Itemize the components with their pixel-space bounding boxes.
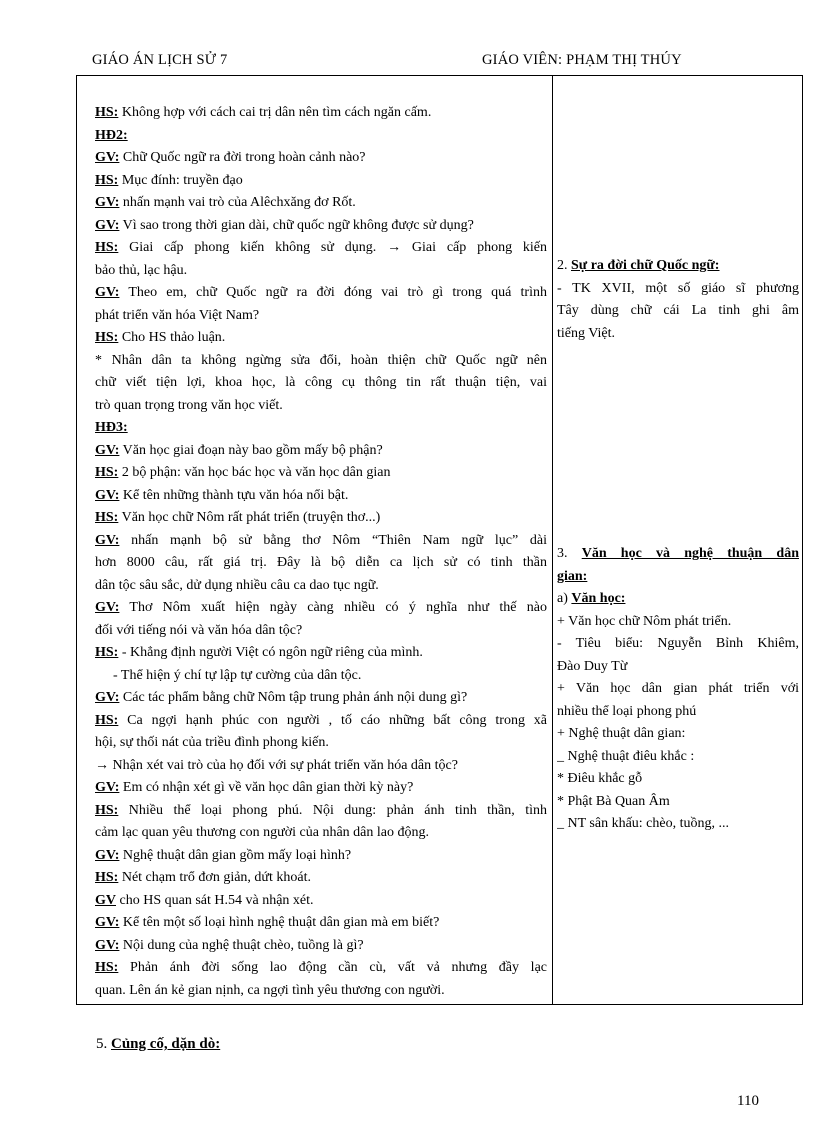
line-text: Theo em, chữ Quốc ngữ ra đời đóng vai trò gì trong quá trình [119,285,547,300]
line-text: Em có nhận xét gì về văn học dân gian thời kỳ này? [119,780,414,795]
text-line [557,701,799,724]
line-text: Đào Duy Từ [557,658,628,674]
column-divider [552,76,553,1004]
speaker-label: HS: [95,330,119,345]
header-teacher: GIÁO VIÊN: PHẠM THỊ THÚY [482,52,682,68]
text-line [95,462,547,485]
text-line [557,588,799,611]
text-line [95,237,547,260]
page-number: 110 [737,1093,759,1109]
speaker-label: GV: [95,600,120,615]
line-text: Thơ Nôm xuất hiện ngày càng nhiều có ý nghĩa như thế nào [119,600,547,615]
text-line [95,102,547,125]
text-line [557,768,799,791]
speaker-label: HS: [95,510,119,525]
item-number: 2. [557,258,571,273]
text-line [95,822,547,845]
text-line [95,597,547,620]
text-line [95,552,547,575]
speaker-label: HS: [95,105,119,120]
text-line [557,543,799,566]
line-text: nhiều thể loại phong phú [557,703,697,719]
line-text: Giai cấp phong kiến không sử dụng. → Giai cấp phong kiến [118,240,547,255]
text-line [95,732,547,755]
line-text: + Văn học chữ Nôm phát triển. [557,613,732,629]
text-line [95,372,547,395]
line-text: phát triển văn hóa Việt Nam? [95,307,260,323]
line-text: hơn 8000 câu, rất giá trị. Đây là bộ diễn ca lịch sử có tinh thần [95,555,547,570]
line-text: - TK XVII, một số giáo sĩ phương [557,280,799,296]
text-line [95,665,547,688]
speaker-label: Sự ra đời chữ Quốc ngữ: [571,258,720,273]
text-line [95,260,547,283]
line-text: nhấn mạnh vai trò của Alêchxăng đơ Rốt. [119,195,356,210]
text-line [95,305,547,328]
section-number: 5. [96,1036,111,1052]
line-text: Chữ Quốc ngữ ra đời trong hoàn cảnh nào? [119,150,366,165]
speaker-label: GV: [95,915,120,930]
text-line [95,215,547,238]
line-text: hội, sự thối nát của triều đình phong kiến. [95,735,329,750]
text-line [95,575,547,598]
text-line [557,746,799,769]
text-line [557,791,799,814]
text-line [557,723,799,746]
text-line [95,980,547,1003]
speaker-label: HS: [95,960,119,975]
text-line [95,147,547,170]
line-text: quan. Lên án kẻ gian nịnh, ca ngợi tình yêu thương con người. [95,982,445,998]
line-text: * Nhân dân ta không ngừng sửa đổi, hoàn thiện chữ Quốc ngữ nên [95,352,547,368]
line-text: cảm lạc quan yêu thương con người của nhân dân lao động. [95,825,429,840]
line-text: Vì sao trong thời gian dài, chữ quốc ngữ không được sử dụng? [119,217,474,233]
line-text: Không hợp với cách cai trị dân nên tìm cách ngăn cấm. [118,105,432,120]
content-column-block-2 [557,543,799,836]
speaker-label: HS: [95,802,119,818]
line-text: Mục đính: truyền đạo [118,172,243,188]
speaker-label: GV: [95,937,120,953]
speaker-label: GV: [95,690,120,705]
line-text: trò quan trọng trong văn học viết. [95,397,283,413]
text-line [95,530,547,553]
text-line [95,440,547,463]
speaker-label: GV: [95,285,120,300]
text-line [557,323,799,346]
text-line [95,485,547,508]
speaker-label: HS: [95,870,119,885]
speaker-label: Văn học và nghệ thuận dân [581,546,799,561]
text-line [557,566,799,589]
item-number: 3. [557,546,582,561]
speaker-label: GV: [95,847,120,863]
speaker-label: HS: [95,712,119,728]
text-line [95,620,547,643]
speaker-label: HĐ2: [95,127,128,143]
speaker-label: GV: [95,532,120,548]
line-text: - Khẳng định người Việt có ngôn ngữ riêng của mình. [118,645,423,660]
text-line [95,912,547,935]
line-text: Văn học giai đoạn này bao gồm mấy bộ phận? [119,442,383,458]
line-text: → Nhận xét vai trò của họ đối với sự phát triển văn hóa dân tộc? [95,757,458,773]
text-line [95,507,547,530]
speaker-label: GV: [95,217,120,233]
header-subject: GIÁO ÁN LỊCH SỬ 7 [92,52,228,68]
line-text: * Điêu khắc gỗ [557,771,643,786]
speaker-label: GV [95,892,116,908]
text-line [95,170,547,193]
text-line [95,125,547,148]
line-text: cho HS quan sát H.54 và nhận xét. [116,892,314,908]
text-line [557,633,799,656]
text-line [557,300,799,323]
line-text: Phản ánh đời sống lao động cần cù, vất vả nhưng đầy lạc [118,960,547,975]
line-text: chữ viết tiện lợi, khoa học, là công cụ thông tin rất thuận tiện, vai [95,375,547,390]
page-header [92,52,708,72]
speaker-label: GV: [95,780,120,795]
line-text: Các tác phẩm bằng chữ Nôm tập trung phản ánh nội dung gì? [119,690,468,705]
speaker-label: GV: [95,195,120,210]
text-line [95,890,547,913]
speaker-label: GV: [95,442,120,458]
speaker-label: HS: [95,240,119,255]
text-line [95,642,547,665]
line-text: Kể tên những thành tựu văn hóa nổi bật. [119,487,349,503]
line-text: + Văn học dân gian phát triển với [557,681,799,696]
text-line [557,255,799,278]
line-text: bảo thủ, lạc hậu. [95,262,188,278]
text-line [557,678,799,701]
line-text: Tây dùng chữ cái La tinh ghi âm [557,303,799,318]
speaker-label: HS: [95,172,119,188]
text-line [557,813,799,836]
text-line [95,192,547,215]
line-text: 2 bộ phận: văn học bác học và văn học dân gian [118,465,391,480]
line-text: Văn học chữ Nôm rất phát triển (truyện thơ...) [118,510,381,525]
line-text: Nội dung của nghệ thuật chèo, tuồng là gì? [119,937,364,953]
speaker-label: HS: [95,645,119,660]
line-text: tiếng Việt. [557,325,616,341]
text-line [95,935,547,958]
text-line [557,611,799,634]
text-line [95,755,547,778]
text-line [95,800,547,823]
speaker-label: Văn học: [571,591,626,606]
line-text: _ Nghệ thuật điêu khắc : [557,748,695,764]
activities-column [95,102,547,1002]
speaker-label: gian: [557,568,588,584]
line-text: Ca ngợi hạnh phúc con người , tố cáo những bất công trong xã [118,712,547,728]
line-text: - Tiêu biểu: Nguyễn Bỉnh Khiêm, [557,636,799,651]
speaker-label: HĐ3: [95,420,128,435]
text-line [95,350,547,373]
text-line [95,777,547,800]
text-line [557,278,799,301]
line-text: Nghệ thuật dân gian gồm mấy loại hình? [119,847,352,863]
line-text: dân tộc sâu sắc, dử dụng nhiều câu ca dao tục ngữ. [95,577,379,593]
speaker-label: HS: [95,465,119,480]
speaker-label: GV: [95,487,120,503]
line-text: đối với tiếng nói và văn hóa dân tộc? [95,622,303,638]
section-heading [96,1036,220,1053]
content-column-block-1 [557,255,799,345]
text-line [95,845,547,868]
text-line [95,327,547,350]
text-line [95,282,547,305]
line-text: _ NT sân khấu: chèo, tuồng, ... [557,816,729,831]
text-line [95,957,547,980]
speaker-label: GV: [95,150,120,165]
text-line [95,867,547,890]
text-line [95,395,547,418]
lesson-table [76,75,803,1005]
line-text: Nét chạm trổ đơn giản, dứt khoát. [118,870,312,885]
line-text: * Phật Bà Quan Âm [557,793,670,809]
text-line [95,417,547,440]
line-text: nhấn mạnh bộ sử bằng thơ Nôm “Thiên Nam ngữ lục” dài [119,532,547,548]
text-line [95,687,547,710]
item-number: a) [557,591,572,606]
text-line [95,710,547,733]
line-text: Kể tên một số loại hình nghệ thuật dân gian mà em biết? [119,915,440,930]
section-title: Củng cố, dặn dò: [111,1036,221,1052]
line-text: - Thể hiện ý chí tự lập tự cường của dân tộc. [113,667,362,683]
text-line [557,656,799,679]
line-text: + Nghệ thuật dân gian: [557,726,686,741]
line-text: Nhiều thể loại phong phú. Nội dung: phản ánh tinh thần, tình [118,802,547,818]
line-text: Cho HS thảo luận. [118,330,226,345]
